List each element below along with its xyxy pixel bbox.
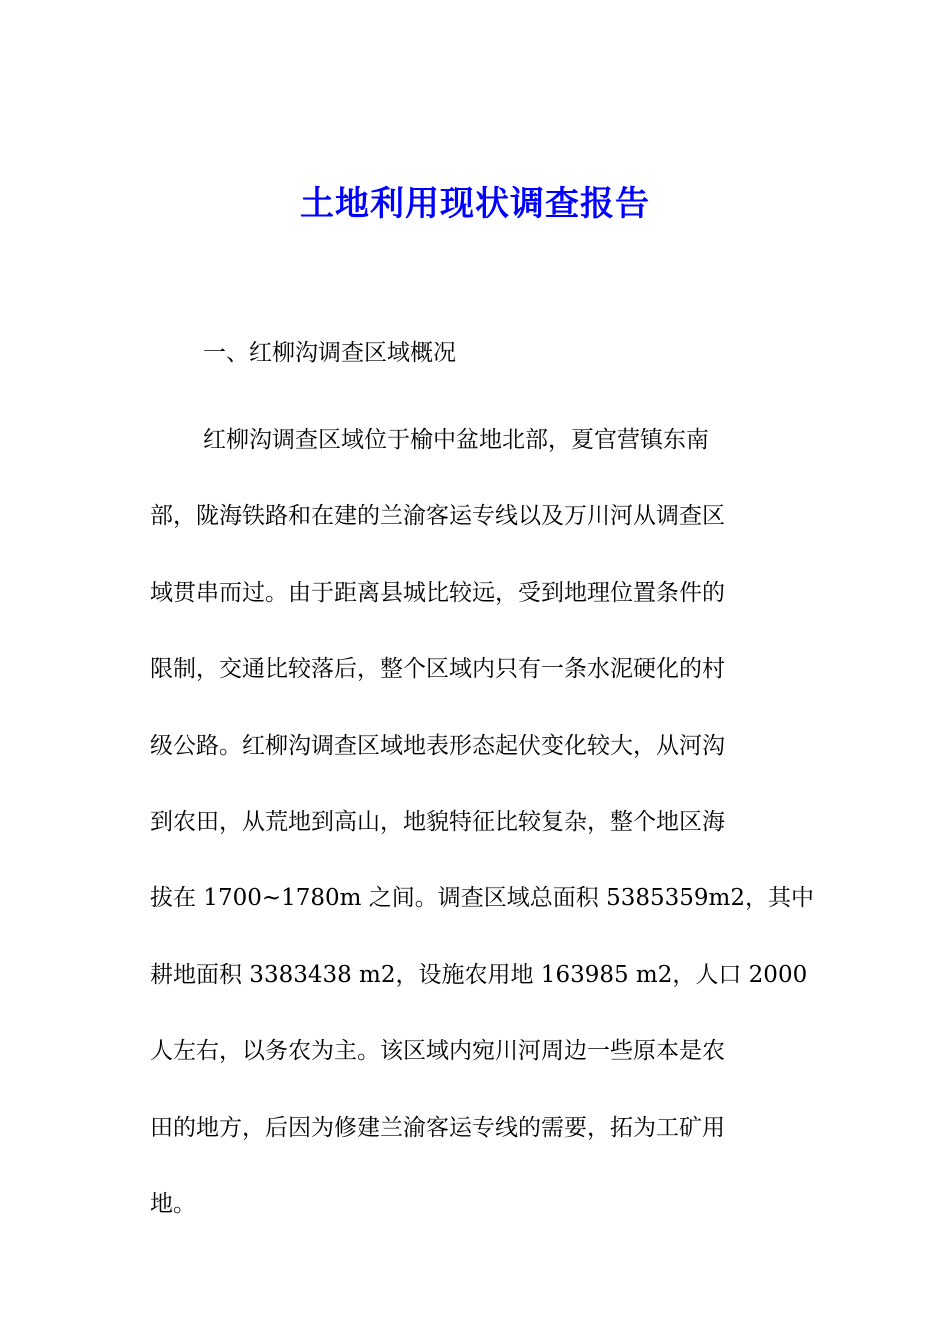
paragraph-line: 域贯串而过。由于距离县城比较远，受到地理位置条件的	[150, 579, 725, 606]
paragraph-line: 部，陇海铁路和在建的兰渝客运专线以及万川河从调查区	[150, 503, 725, 530]
document-title: 土地利用现状调查报告	[300, 184, 650, 224]
paragraph-line: 拔在 1700~1780m 之间。调查区域总面积 5385359m2，其中	[150, 885, 814, 912]
section-heading: 一、红柳沟调查区域概况	[203, 340, 456, 366]
paragraph-line: 地。	[150, 1190, 196, 1217]
paragraph-line: 级公路。红柳沟调查区域地表形态起伏变化较大，从河沟	[150, 732, 725, 759]
paragraph-line: 红柳沟调查区域位于榆中盆地北部，夏官营镇东南	[203, 427, 709, 453]
paragraph-line: 到农田，从荒地到高山，地貌特征比较复杂，整个地区海	[150, 808, 725, 835]
paragraph-line: 人左右，以务农为主。该区域内宛川河周边一些原本是农	[150, 1038, 725, 1065]
paragraph-line: 田的地方，后因为修建兰渝客运专线的需要，拓为工矿用	[150, 1114, 725, 1141]
paragraph-line: 限制，交通比较落后，整个区域内只有一条水泥硬化的村	[150, 656, 725, 683]
paragraph-line: 耕地面积 3383438 m2，设施农用地 163985 m2，人口 2000	[150, 961, 808, 988]
body-paragraph	[150, 402, 814, 1242]
